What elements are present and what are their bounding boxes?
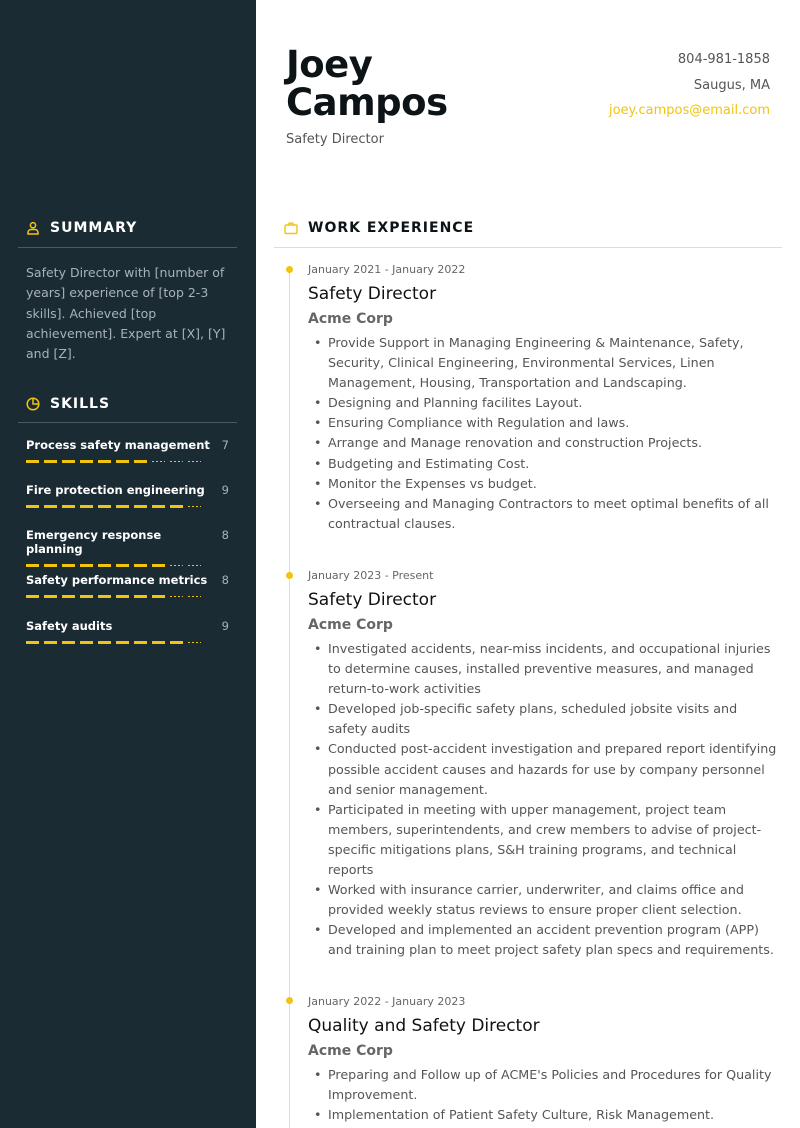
skill-level-segment	[170, 596, 183, 597]
skill-level-segment	[62, 641, 75, 644]
timeline-dot	[286, 266, 293, 273]
skill-level-segment	[188, 642, 201, 643]
job-bullet: • Budgeting and Estimating Cost.	[308, 454, 778, 474]
job-bullet: • Monitor the Expenses vs budget.	[308, 474, 778, 494]
skill-level-segment	[62, 505, 75, 508]
email-link[interactable]: joey.campos@email.com	[608, 103, 770, 118]
skill-level-segment	[62, 460, 75, 463]
skill-level-segment	[62, 564, 75, 567]
skill-level-segment	[26, 641, 39, 644]
job-dates: January 2021 - January 2022	[308, 263, 466, 276]
skill-level-segment	[44, 505, 57, 508]
skill-row	[26, 573, 229, 587]
skill-level-segment	[98, 641, 111, 644]
job-role: Safety Director	[308, 284, 437, 304]
skill-level-segment	[188, 596, 201, 597]
job-entry	[308, 569, 778, 961]
job-bullets	[308, 1065, 778, 1125]
skill-item	[26, 619, 229, 644]
phone: 804-981-1858	[677, 52, 770, 67]
pie-chart-icon	[26, 397, 40, 411]
skill-level-segment	[26, 460, 39, 463]
job-bullet: • Arrange and Manage renovation and construction Projects.	[308, 433, 778, 453]
job-role: Safety Director	[308, 590, 437, 610]
skill-level-segment	[80, 505, 93, 508]
skill-level-segment	[134, 641, 147, 644]
skill-level-segment	[98, 564, 111, 567]
skill-level-segment	[152, 595, 165, 598]
job-bullet: • Ensuring Compliance with Regulation and laws.	[308, 413, 778, 433]
skill-level-segment	[170, 505, 183, 508]
job-bullet: • Implementation of Patient Safety Culture, Risk Management.	[308, 1105, 778, 1125]
job-bullets	[308, 639, 778, 961]
summary-text: Safety Director with [number of years] experience of [top 2-3 skills]. Achieved [top achievement]. Expert at [X], [Y] and [Z].	[26, 265, 226, 362]
work-heading	[284, 220, 474, 236]
skill-level-segment	[26, 595, 39, 598]
skill-level: 7	[221, 438, 229, 452]
skill-name: Emergency response planning	[26, 528, 162, 556]
skill-name: Fire protection engineering	[26, 483, 205, 497]
skill-level-segment	[26, 505, 39, 508]
skill-level-bar	[26, 460, 229, 463]
skill-level: 9	[221, 483, 229, 497]
location: Saugus, MA	[693, 77, 770, 93]
skill-level-segment	[134, 460, 147, 463]
job-dates: January 2023 - Present	[308, 569, 434, 582]
job-bullet: • Developed job-specific safety plans, scheduled jobsite visits and safety audits	[308, 699, 778, 739]
skill-level-segment	[152, 461, 165, 462]
skill-level: 9	[221, 619, 229, 633]
skill-row	[26, 438, 229, 452]
first-name: Joey	[286, 43, 373, 86]
job-role: Quality and Safety Director	[308, 1016, 540, 1036]
skill-level-segment	[188, 506, 201, 507]
skill-row	[26, 528, 229, 556]
skill-row	[26, 619, 229, 633]
skill-level-segment	[44, 460, 57, 463]
skill-level-bar	[26, 505, 229, 508]
skill-level-segment	[98, 505, 111, 508]
job-bullet: • Participated in meeting with upper management, project team members, superintendents, and crew members to advise of project-specific mitigations plans, S&H training programs, and technical reports	[308, 800, 778, 880]
skill-level-segment	[116, 595, 129, 598]
job-bullets	[308, 333, 778, 534]
skill-level-segment	[98, 595, 111, 598]
skill-name: Safety performance metrics	[26, 573, 208, 587]
skill-level-segment	[152, 505, 165, 508]
skill-level-segment	[116, 460, 129, 463]
skill-item	[26, 528, 229, 567]
job-bullet: • Investigated accidents, near-miss incidents, and occupational injuries to determine causes, installed preventive measures, and managed return-to-work activities	[308, 639, 778, 699]
skill-level-segment	[26, 564, 39, 567]
contact-info	[609, 51, 770, 128]
timeline-dot	[286, 997, 293, 1004]
job-bullet: • Conducted post-accident investigation and prepared report identifying possible accident causes and hazards for use by company personnel and senior management.	[308, 739, 778, 799]
skill-level-bar	[26, 595, 229, 598]
job-bullet: • Preparing and Follow up of ACME's Policies and Procedures for Quality Improvement.	[308, 1065, 778, 1105]
work-heading-label: WORK EXPERIENCE	[308, 220, 475, 236]
skill-level-segment	[188, 461, 201, 462]
job-entry	[308, 995, 778, 1125]
job-bullet: • Developed and implemented an accident prevention program (APP) and training plan to meet project safety plan specs and requirements.	[308, 920, 778, 960]
skills-divider	[18, 422, 237, 423]
skill-item	[26, 573, 229, 598]
skill-level-segment	[152, 564, 165, 567]
skill-item	[26, 483, 229, 508]
summary-heading	[26, 220, 137, 236]
summary-divider	[18, 247, 237, 248]
skills-heading-label: SKILLS	[50, 396, 111, 412]
job-title: Safety Director	[286, 132, 384, 147]
candidate-name	[286, 43, 448, 124]
skill-level-segment	[134, 564, 147, 567]
skill-level-segment	[188, 565, 201, 566]
skill-level-segment	[134, 505, 147, 508]
skill-level-bar	[26, 564, 229, 567]
skill-level-segment	[44, 564, 57, 567]
skill-level-segment	[152, 641, 165, 644]
skills-heading	[26, 396, 110, 412]
skill-level-segment	[98, 460, 111, 463]
briefcase-icon	[284, 221, 298, 235]
work-divider	[274, 247, 782, 248]
skill-level-segment	[116, 505, 129, 508]
job-company: Acme Corp	[308, 617, 393, 633]
sidebar	[0, 0, 256, 1128]
skill-level-segment	[62, 595, 75, 598]
main-content	[256, 0, 800, 1128]
job-bullet: • Overseeing and Managing Contractors to meet optimal benefits of all contractual clauses.	[308, 494, 778, 534]
person-icon	[26, 221, 40, 235]
skill-level-segment	[80, 641, 93, 644]
skill-level-segment	[44, 641, 57, 644]
skill-level-segment	[170, 565, 183, 566]
skill-level-segment	[80, 595, 93, 598]
skill-level-bar	[26, 641, 229, 644]
skill-level-segment	[170, 461, 183, 462]
job-bullet: • Designing and Planning facilites Layout.	[308, 393, 778, 413]
job-bullet: • Provide Support in Managing Engineering & Maintenance, Safety, Security, Clinical Engineering, Environmental Services, Linen Management, Housing, Transportation and Landscaping.	[308, 333, 778, 393]
job-company: Acme Corp	[308, 311, 393, 327]
skill-level: 8	[221, 528, 229, 542]
skill-level: 8	[221, 573, 229, 587]
job-bullet: • Worked with insurance carrier, underwriter, and claims office and provided weekly status reviews to ensure proper client selection.	[308, 880, 778, 920]
skill-level-segment	[44, 595, 57, 598]
skill-level-segment	[170, 641, 183, 644]
skill-level-segment	[116, 641, 129, 644]
summary-heading-label: SUMMARY	[50, 220, 138, 236]
skill-name: Safety audits	[26, 619, 113, 633]
timeline-dot	[286, 572, 293, 579]
job-dates: January 2022 - January 2023	[308, 995, 466, 1008]
job-company: Acme Corp	[308, 1043, 393, 1059]
skill-row	[26, 483, 229, 497]
skill-level-segment	[80, 460, 93, 463]
job-entry	[308, 263, 778, 534]
skill-level-segment	[116, 564, 129, 567]
skill-level-segment	[80, 564, 93, 567]
skill-level-segment	[134, 595, 147, 598]
skill-name: Process safety management	[26, 438, 210, 452]
last-name: Campos	[286, 81, 448, 124]
skill-item	[26, 438, 229, 463]
